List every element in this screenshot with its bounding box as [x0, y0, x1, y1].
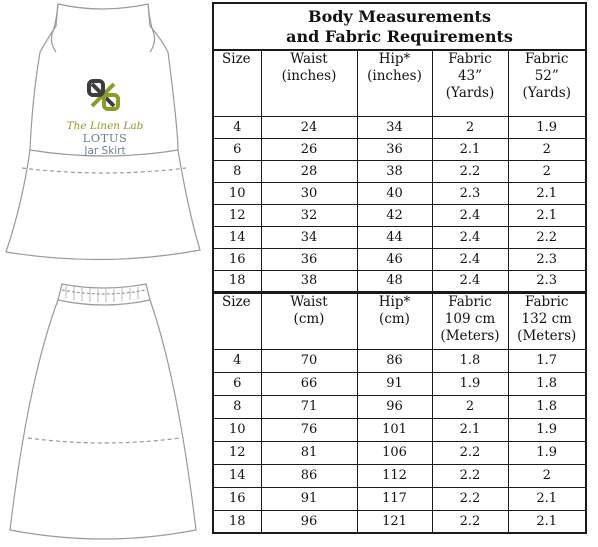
table-cell: 2 — [508, 160, 586, 182]
header-cell: Fabric 132 cm (Meters) — [508, 293, 586, 349]
table-cell: 1.8 — [508, 372, 586, 395]
table-cell: 117 — [357, 487, 432, 510]
table-cell: 121 — [357, 510, 432, 533]
table-cell: 2 — [508, 138, 586, 160]
header-cell: Fabric 43” (Yards) — [432, 50, 508, 116]
table-cell: 2.1 — [508, 510, 586, 533]
table-cell: 24 — [261, 116, 357, 138]
table-row — [213, 418, 586, 441]
table-row — [213, 248, 586, 270]
brand-logo — [50, 78, 160, 158]
table-cell: 44 — [357, 226, 432, 248]
table-cell: 2.3 — [508, 248, 586, 270]
table-cell: 8 — [213, 160, 261, 182]
table-cell: 42 — [357, 204, 432, 226]
table-cell: 38 — [357, 160, 432, 182]
table-cell: 86 — [261, 464, 357, 487]
metric-measurements-table — [212, 292, 587, 534]
table-cell: 2.2 — [432, 441, 508, 464]
table-cell: 2 — [432, 116, 508, 138]
table-cell: 1.9 — [508, 116, 586, 138]
header-cell: Waist (inches) — [261, 50, 357, 116]
table-row — [213, 270, 586, 292]
table-cell: 32 — [261, 204, 357, 226]
table-cell: 36 — [357, 138, 432, 160]
table-cell: 40 — [357, 182, 432, 204]
header-cell: Fabric 52” (Yards) — [508, 50, 586, 116]
table-cell: 10 — [213, 182, 261, 204]
table-cell: 91 — [261, 487, 357, 510]
table-cell: 2.4 — [432, 270, 508, 292]
table-cell: 34 — [357, 116, 432, 138]
table-cell: 18 — [213, 270, 261, 292]
table-title — [213, 3, 586, 50]
table-cell: 46 — [357, 248, 432, 270]
table-cell: 34 — [261, 226, 357, 248]
table-row — [213, 160, 586, 182]
table-cell: 1.8 — [432, 349, 508, 372]
table-cell: 16 — [213, 248, 261, 270]
table-cell: 81 — [261, 441, 357, 464]
table-cell: 91 — [357, 372, 432, 395]
table-cell: 1.8 — [508, 395, 586, 418]
table-cell: 66 — [261, 372, 357, 395]
table-row — [213, 441, 586, 464]
table-cell: 2 — [432, 395, 508, 418]
table-cell: 1.9 — [508, 441, 586, 464]
table-cell: 12 — [213, 441, 261, 464]
us-measurements-table — [212, 2, 587, 293]
table-cell: 1.7 — [508, 349, 586, 372]
header-cell: Waist (cm) — [261, 293, 357, 349]
header-cell: Size — [213, 50, 261, 116]
table-cell: 2.4 — [432, 226, 508, 248]
table-cell: 112 — [357, 464, 432, 487]
table-cell: 10 — [213, 418, 261, 441]
table-cell: 36 — [261, 248, 357, 270]
table-cell: 2.2 — [432, 160, 508, 182]
table-cell: 76 — [261, 418, 357, 441]
table-row — [213, 372, 586, 395]
table-cell: 96 — [261, 510, 357, 533]
table-cell: 12 — [213, 204, 261, 226]
table-cell: 6 — [213, 138, 261, 160]
table-row — [213, 116, 586, 138]
table-cell: 70 — [261, 349, 357, 372]
table-cell: 101 — [357, 418, 432, 441]
header-cell: Hip* (cm) — [357, 293, 432, 349]
pattern-subtitle: Jar Skirt — [84, 145, 126, 157]
table-cell: 6 — [213, 372, 261, 395]
table-cell: 2.1 — [508, 182, 586, 204]
table-cell: 14 — [213, 464, 261, 487]
table-cell: 8 — [213, 395, 261, 418]
table-cell: 2.1 — [432, 418, 508, 441]
table-row — [213, 204, 586, 226]
bottom-skirt-outline — [10, 284, 196, 539]
table-cell: 16 — [213, 487, 261, 510]
table-row — [213, 138, 586, 160]
table-cell: 2.4 — [432, 204, 508, 226]
table-cell: 2.2 — [432, 487, 508, 510]
table-cell: 30 — [261, 182, 357, 204]
table-cell: 1.9 — [508, 418, 586, 441]
table-cell: 2.1 — [508, 204, 586, 226]
brand-name: The Linen Lab — [66, 120, 144, 132]
table-title-line2: and Fabric Requirements — [286, 26, 513, 46]
table-title-line1: Body Measurements — [308, 6, 491, 26]
header-cell: Size — [213, 293, 261, 349]
table-cell: 18 — [213, 510, 261, 533]
table-cell: 4 — [213, 349, 261, 372]
table-cell: 2.4 — [432, 248, 508, 270]
header-cell: Hip* (inches) — [357, 50, 432, 116]
table-cell: 48 — [357, 270, 432, 292]
table-row — [213, 464, 586, 487]
table-row — [213, 182, 586, 204]
pattern-name: LOTUS — [82, 131, 128, 145]
table-cell: 2.2 — [432, 464, 508, 487]
table-cell: 2.1 — [508, 487, 586, 510]
table-cell: 86 — [357, 349, 432, 372]
table-cell: 71 — [261, 395, 357, 418]
table-cell: 2 — [508, 464, 586, 487]
header-cell: Fabric 109 cm (Meters) — [432, 293, 508, 349]
table-cell: 2.3 — [508, 270, 586, 292]
table-cell: 1.9 — [432, 372, 508, 395]
table-row — [213, 349, 586, 372]
table-cell: 28 — [261, 160, 357, 182]
table-row — [213, 487, 586, 510]
table-cell: 2.1 — [432, 138, 508, 160]
table-cell: 38 — [261, 270, 357, 292]
table-cell: 26 — [261, 138, 357, 160]
table-cell: 4 — [213, 116, 261, 138]
table-row — [213, 395, 586, 418]
table-cell: 2.3 — [432, 182, 508, 204]
table-cell: 2.2 — [508, 226, 586, 248]
table-cell: 106 — [357, 441, 432, 464]
table-row — [213, 510, 586, 533]
table-cell: 2.2 — [432, 510, 508, 533]
table-cell: 14 — [213, 226, 261, 248]
table-row — [213, 226, 586, 248]
knot-logo-icon — [84, 78, 126, 114]
table-cell: 96 — [357, 395, 432, 418]
